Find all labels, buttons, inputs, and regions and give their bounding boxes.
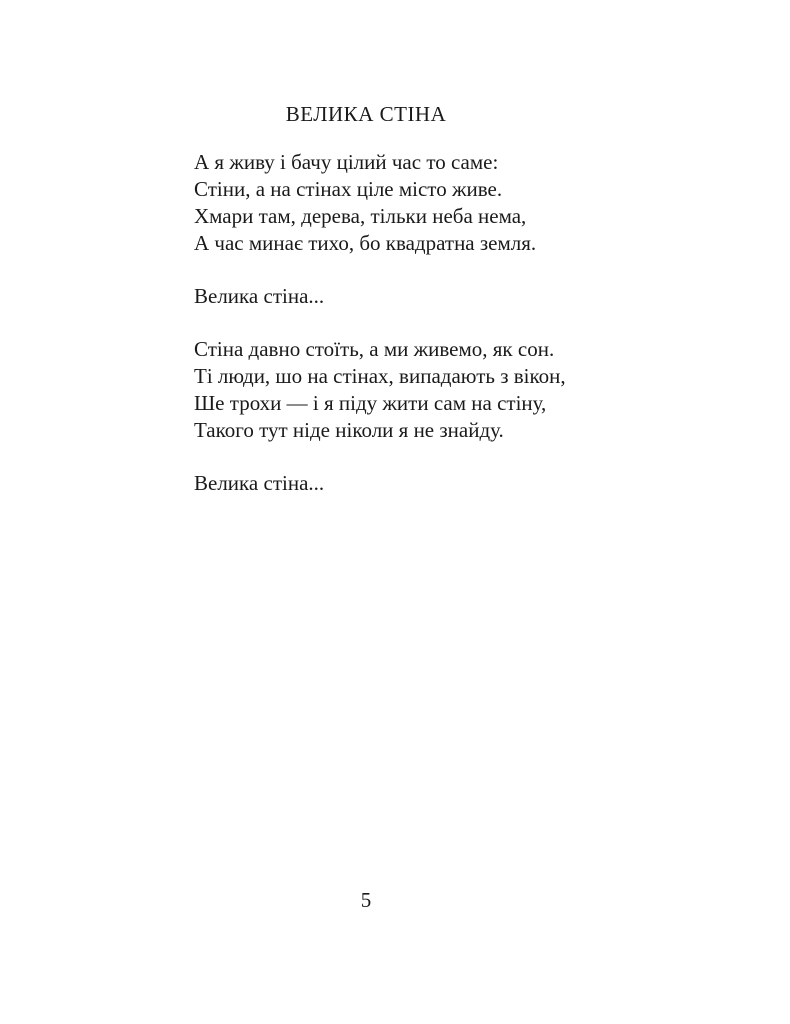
- poem-line: А час минає тихо, бо квадратна земля.: [194, 231, 537, 255]
- poem-line: Хмари там, дерева, тільки неба нема,: [194, 204, 527, 228]
- poem-line: Стіни, а на стінах ціле місто живе.: [194, 177, 503, 201]
- poem-line: Ше трохи — і я піду жити сам на стіну,: [194, 391, 547, 415]
- refrain-line: Велика стіна...: [194, 284, 325, 308]
- page-number: 5: [360, 888, 372, 912]
- refrain-2: [194, 470, 754, 497]
- poem-title: ВЕЛИКА СТІНА: [285, 102, 447, 126]
- poem-line: Стіна давно стоїть, а ми живемо, як сон.: [194, 337, 555, 361]
- poem-line: А я живу і бачу цілий час то саме:: [194, 150, 499, 174]
- stanza-1: [194, 149, 754, 257]
- stanza-2: [194, 336, 754, 444]
- poem-line: Ті люди, шо на стінах, випадають з вікон,: [194, 364, 566, 388]
- stanza-gap: [194, 310, 754, 336]
- refrain-1: [194, 283, 754, 310]
- poem-line: Такого тут ніде ніколи я не знайду.: [194, 418, 504, 442]
- stanza-gap: [194, 257, 754, 283]
- stanza-gap: [194, 444, 754, 470]
- poem-body: [194, 149, 754, 497]
- refrain-line: Велика стіна...: [194, 471, 325, 495]
